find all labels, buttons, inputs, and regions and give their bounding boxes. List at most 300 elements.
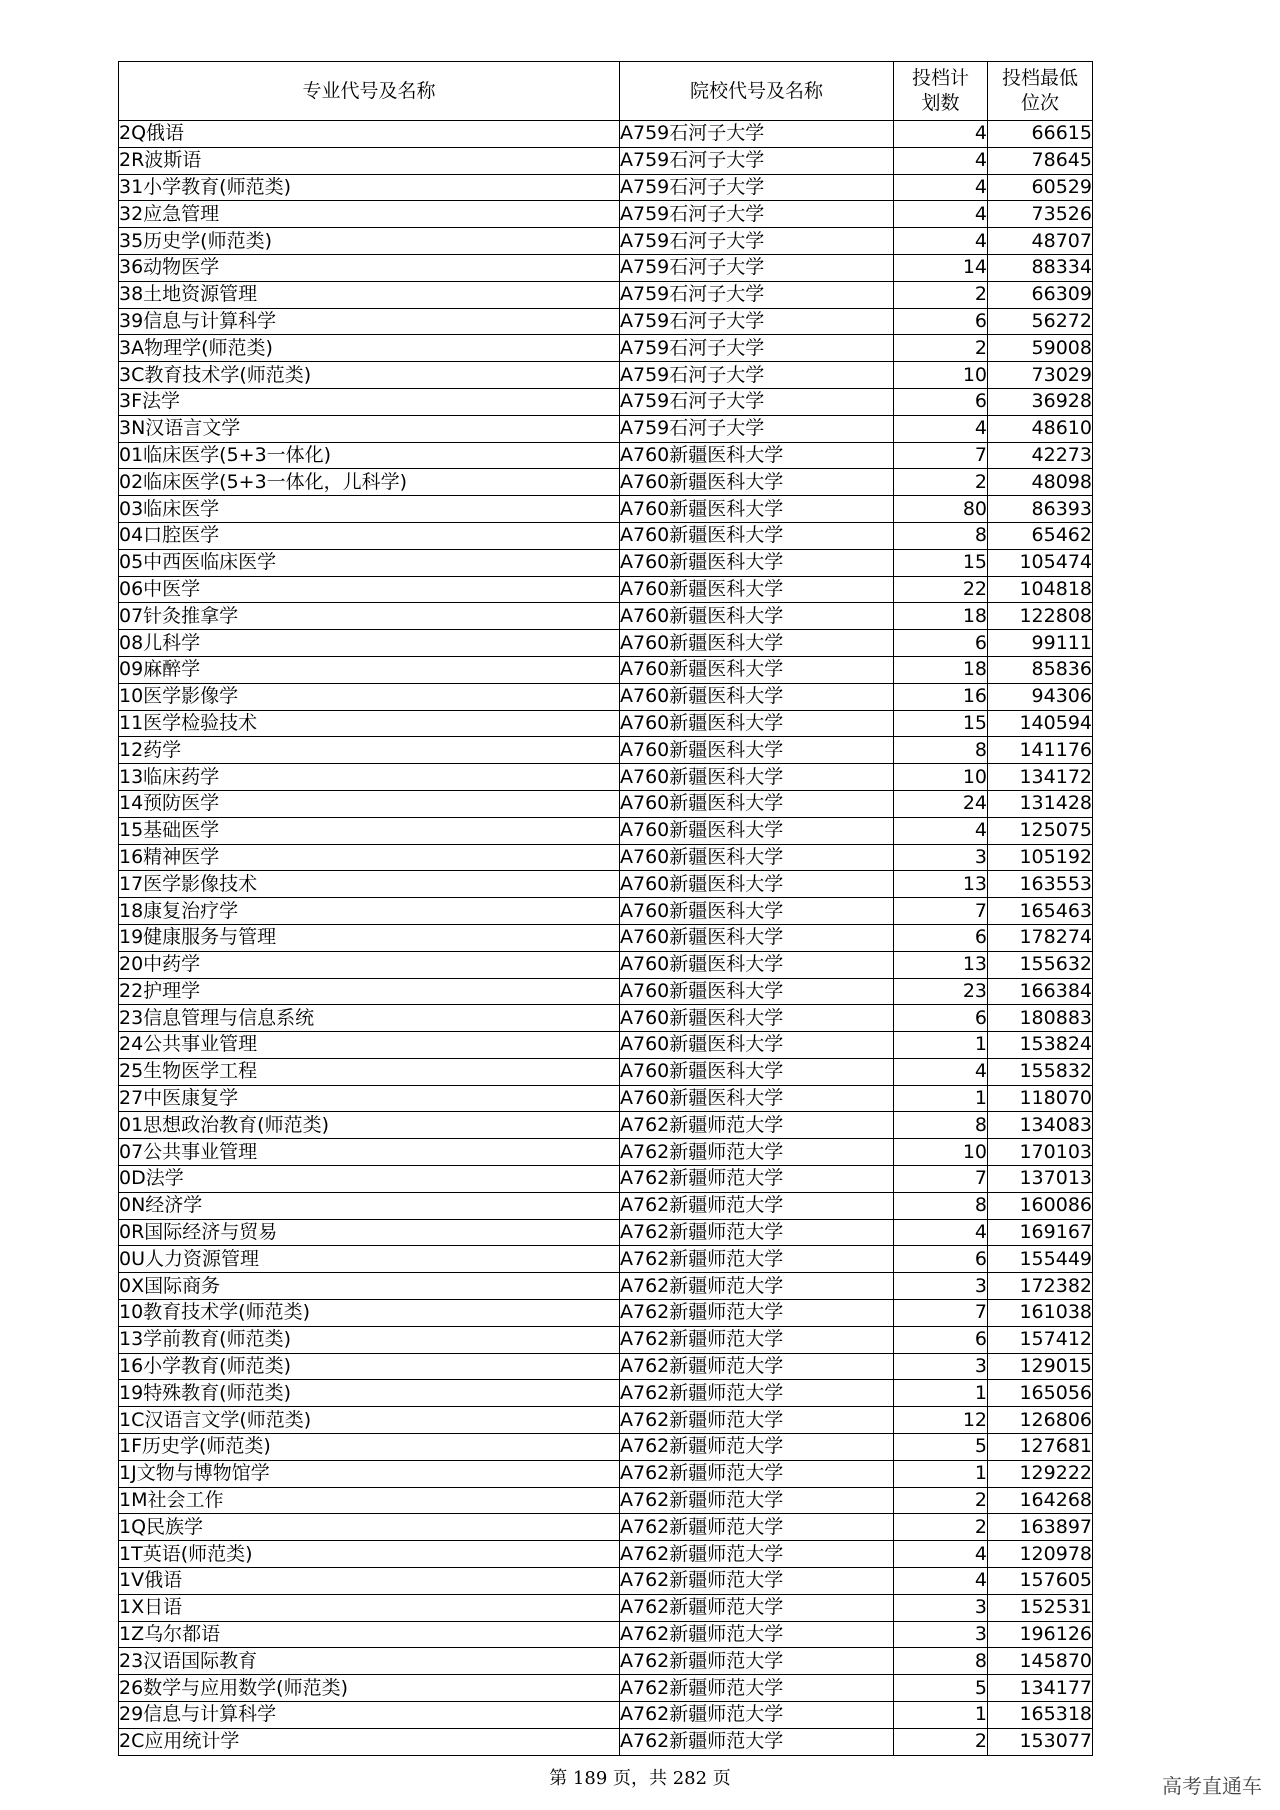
cell-school: A760新疆医科大学 [620,1085,894,1112]
cell-major: 04口腔医学 [119,522,620,549]
table-row [119,1487,1093,1514]
cell-plan: 10 [894,362,988,389]
cell-school: A762新疆师范大学 [620,1675,894,1702]
table-row [119,1300,1093,1327]
cell-rank: 137013 [988,1166,1093,1193]
cell-school: A762新疆师范大学 [620,1353,894,1380]
cell-plan: 13 [894,871,988,898]
cell-major: 1F历史学(师范类) [119,1434,620,1461]
table-row [119,147,1093,174]
cell-school: A759石河子大学 [620,254,894,281]
cell-school: A762新疆师范大学 [620,1487,894,1514]
cell-plan: 4 [894,415,988,442]
cell-school: A759石河子大学 [620,415,894,442]
table-row [119,228,1093,255]
table-row [119,790,1093,817]
cell-major: 1C汉语言文学(师范类) [119,1407,620,1434]
cell-school: A762新疆师范大学 [620,1568,894,1595]
cell-major: 01思想政治教育(师范类) [119,1112,620,1139]
table-row [119,522,1093,549]
cell-school: A760新疆医科大学 [620,710,894,737]
cell-school: A760新疆医科大学 [620,1058,894,1085]
cell-plan: 13 [894,951,988,978]
cell-school: A760新疆医科大学 [620,630,894,657]
cell-major: 20中药学 [119,951,620,978]
cell-school: A762新疆师范大学 [620,1434,894,1461]
cell-plan: 15 [894,549,988,576]
table-row [119,817,1093,844]
cell-major: 24公共事业管理 [119,1032,620,1059]
cell-school: A760新疆医科大学 [620,603,894,630]
cell-rank: 165318 [988,1702,1093,1729]
cell-school: A762新疆师范大学 [620,1166,894,1193]
cell-rank: 134177 [988,1675,1093,1702]
cell-rank: 118070 [988,1085,1093,1112]
cell-school: A762新疆师范大学 [620,1192,894,1219]
cell-rank: 105192 [988,844,1093,871]
table-row [119,871,1093,898]
cell-plan: 1 [894,1032,988,1059]
cell-major: 08儿科学 [119,630,620,657]
table-row [119,442,1093,469]
table-row [119,549,1093,576]
cell-major: 3C教育技术学(师范类) [119,362,620,389]
cell-school: A760新疆医科大学 [620,737,894,764]
cell-rank: 131428 [988,790,1093,817]
table-row [119,1192,1093,1219]
cell-plan: 4 [894,1568,988,1595]
cell-major: 29信息与计算科学 [119,1702,620,1729]
cell-major: 2Q俄语 [119,121,620,148]
table-row [119,1434,1093,1461]
table-row [119,951,1093,978]
cell-major: 26数学与应用数学(师范类) [119,1675,620,1702]
cell-major: 09麻醉学 [119,656,620,683]
table-row [119,1407,1093,1434]
cell-school: A760新疆医科大学 [620,1005,894,1032]
cell-school: A759石河子大学 [620,281,894,308]
cell-school: A759石河子大学 [620,201,894,228]
cell-school: A762新疆师范大学 [620,1112,894,1139]
cell-plan: 7 [894,1166,988,1193]
cell-major: 35历史学(师范类) [119,228,620,255]
cell-rank: 172382 [988,1273,1093,1300]
cell-plan: 2 [894,335,988,362]
cell-school: A759石河子大学 [620,147,894,174]
cell-major: 19健康服务与管理 [119,924,620,951]
table-row [119,388,1093,415]
admission-table [118,61,1093,1756]
cell-major: 1J文物与博物馆学 [119,1460,620,1487]
header-school: 院校代号及名称 [620,62,894,121]
table-row [119,1085,1093,1112]
cell-major: 19特殊教育(师范类) [119,1380,620,1407]
cell-school: A762新疆师范大学 [620,1139,894,1166]
cell-plan: 8 [894,1192,988,1219]
cell-rank: 157605 [988,1568,1093,1595]
cell-rank: 153077 [988,1728,1093,1755]
cell-major: 22护理学 [119,978,620,1005]
cell-school: A759石河子大学 [620,388,894,415]
table-row [119,710,1093,737]
cell-major: 27中医康复学 [119,1085,620,1112]
table-row [119,469,1093,496]
cell-rank: 73526 [988,201,1093,228]
cell-rank: 170103 [988,1139,1093,1166]
cell-plan: 24 [894,790,988,817]
table-row [119,1032,1093,1059]
cell-major: 11医学检验技术 [119,710,620,737]
cell-school: A760新疆医科大学 [620,549,894,576]
cell-rank: 36928 [988,388,1093,415]
table-row [119,764,1093,791]
cell-rank: 120978 [988,1541,1093,1568]
cell-plan: 14 [894,254,988,281]
cell-plan: 1 [894,1702,988,1729]
cell-school: A762新疆师范大学 [620,1594,894,1621]
cell-plan: 6 [894,924,988,951]
cell-plan: 2 [894,1514,988,1541]
cell-rank: 85836 [988,656,1093,683]
cell-school: A762新疆师范大学 [620,1326,894,1353]
cell-plan: 7 [894,1300,988,1327]
cell-rank: 163897 [988,1514,1093,1541]
table-row [119,1005,1093,1032]
table-row [119,1246,1093,1273]
cell-plan: 10 [894,764,988,791]
cell-school: A762新疆师范大学 [620,1514,894,1541]
cell-rank: 165056 [988,1380,1093,1407]
cell-rank: 48610 [988,415,1093,442]
cell-rank: 180883 [988,1005,1093,1032]
cell-rank: 140594 [988,710,1093,737]
cell-school: A760新疆医科大学 [620,924,894,951]
cell-major: 3A物理学(师范类) [119,335,620,362]
cell-plan: 15 [894,710,988,737]
table-row [119,1058,1093,1085]
table-row [119,1594,1093,1621]
cell-rank: 165463 [988,898,1093,925]
cell-major: 0R国际经济与贸易 [119,1219,620,1246]
cell-plan: 16 [894,683,988,710]
cell-plan: 7 [894,898,988,925]
cell-plan: 6 [894,388,988,415]
table-row [119,1273,1093,1300]
table-row [119,898,1093,925]
table-row [119,1702,1093,1729]
table-row [119,978,1093,1005]
cell-school: A760新疆医科大学 [620,871,894,898]
cell-school: A762新疆师范大学 [620,1702,894,1729]
cell-school: A762新疆师范大学 [620,1648,894,1675]
cell-school: A762新疆师范大学 [620,1407,894,1434]
cell-school: A760新疆医科大学 [620,496,894,523]
cell-rank: 134083 [988,1112,1093,1139]
cell-rank: 155832 [988,1058,1093,1085]
cell-major: 36动物医学 [119,254,620,281]
cell-major: 38土地资源管理 [119,281,620,308]
cell-major: 18康复治疗学 [119,898,620,925]
cell-school: A760新疆医科大学 [620,576,894,603]
table-row [119,1166,1093,1193]
cell-major: 1Q民族学 [119,1514,620,1541]
cell-rank: 56272 [988,308,1093,335]
cell-major: 07公共事业管理 [119,1139,620,1166]
cell-rank: 125075 [988,817,1093,844]
cell-school: A759石河子大学 [620,362,894,389]
table-row [119,335,1093,362]
cell-plan: 8 [894,737,988,764]
cell-major: 14预防医学 [119,790,620,817]
header-plan [894,62,988,121]
cell-major: 2R波斯语 [119,147,620,174]
header-major: 专业代号及名称 [119,62,620,121]
header-plan-text: 投档计划数 [911,67,969,114]
cell-school: A759石河子大学 [620,121,894,148]
cell-plan: 4 [894,1219,988,1246]
cell-rank: 122808 [988,603,1093,630]
cell-plan: 6 [894,630,988,657]
cell-plan: 2 [894,469,988,496]
table-row [119,1353,1093,1380]
cell-school: A760新疆医科大学 [620,817,894,844]
cell-major: 03临床医学 [119,496,620,523]
cell-plan: 18 [894,656,988,683]
cell-rank: 166384 [988,978,1093,1005]
table-row [119,1139,1093,1166]
table-row [119,201,1093,228]
table-row [119,308,1093,335]
cell-rank: 86393 [988,496,1093,523]
cell-rank: 73029 [988,362,1093,389]
cell-major: 1M社会工作 [119,1487,620,1514]
cell-plan: 1 [894,1380,988,1407]
cell-major: 15基础医学 [119,817,620,844]
cell-plan: 3 [894,1621,988,1648]
table-row [119,1219,1093,1246]
cell-major: 16精神医学 [119,844,620,871]
cell-rank: 169167 [988,1219,1093,1246]
cell-school: A762新疆师范大学 [620,1621,894,1648]
watermark-text: 高考直通车 [1162,1774,1262,1798]
table-row [119,844,1093,871]
cell-school: A760新疆医科大学 [620,656,894,683]
cell-plan: 10 [894,1139,988,1166]
cell-school: A762新疆师范大学 [620,1246,894,1273]
cell-rank: 155449 [988,1246,1093,1273]
cell-rank: 88334 [988,254,1093,281]
table-row [119,1541,1093,1568]
table-row [119,1728,1093,1755]
table-row [119,656,1093,683]
cell-rank: 94306 [988,683,1093,710]
cell-major: 13学前教育(师范类) [119,1326,620,1353]
cell-plan: 80 [894,496,988,523]
header-rank-text: 投档最低位次 [1001,67,1078,114]
cell-rank: 196126 [988,1621,1093,1648]
cell-rank: 129222 [988,1460,1093,1487]
table-row [119,1460,1093,1487]
cell-major: 16小学教育(师范类) [119,1353,620,1380]
table-row [119,1326,1093,1353]
cell-rank: 141176 [988,737,1093,764]
cell-major: 1X日语 [119,1594,620,1621]
cell-school: A760新疆医科大学 [620,1032,894,1059]
table-row [119,1514,1093,1541]
cell-school: A762新疆师范大学 [620,1541,894,1568]
cell-plan: 3 [894,1353,988,1380]
cell-school: A759石河子大学 [620,308,894,335]
cell-school: A760新疆医科大学 [620,469,894,496]
cell-major: 01临床医学(5+3一体化) [119,442,620,469]
cell-major: 31小学教育(师范类) [119,174,620,201]
cell-plan: 7 [894,442,988,469]
cell-rank: 59008 [988,335,1093,362]
cell-rank: 163553 [988,871,1093,898]
header-rank [988,62,1093,121]
cell-major: 1V俄语 [119,1568,620,1595]
cell-major: 0D法学 [119,1166,620,1193]
cell-plan: 4 [894,1058,988,1085]
cell-plan: 6 [894,1246,988,1273]
table-row [119,415,1093,442]
table-row [119,362,1093,389]
table-row [119,496,1093,523]
cell-rank: 155632 [988,951,1093,978]
cell-plan: 22 [894,576,988,603]
cell-major: 05中西医临床医学 [119,549,620,576]
cell-plan: 12 [894,1407,988,1434]
cell-major: 1T英语(师范类) [119,1541,620,1568]
table-row [119,683,1093,710]
cell-plan: 4 [894,1541,988,1568]
cell-plan: 4 [894,817,988,844]
cell-rank: 65462 [988,522,1093,549]
table-row [119,1568,1093,1595]
cell-school: A762新疆师范大学 [620,1300,894,1327]
cell-major: 39信息与计算科学 [119,308,620,335]
cell-major: 13临床药学 [119,764,620,791]
cell-rank: 66615 [988,121,1093,148]
cell-school: A760新疆医科大学 [620,978,894,1005]
cell-rank: 105474 [988,549,1093,576]
cell-school: A760新疆医科大学 [620,898,894,925]
cell-school: A760新疆医科大学 [620,844,894,871]
cell-major: 10医学影像学 [119,683,620,710]
cell-rank: 78645 [988,147,1093,174]
cell-school: A762新疆师范大学 [620,1273,894,1300]
cell-plan: 8 [894,522,988,549]
cell-plan: 2 [894,1487,988,1514]
cell-rank: 145870 [988,1648,1093,1675]
cell-plan: 8 [894,1112,988,1139]
cell-rank: 126806 [988,1407,1093,1434]
table-row [119,281,1093,308]
cell-rank: 129015 [988,1353,1093,1380]
cell-rank: 104818 [988,576,1093,603]
cell-major: 0X国际商务 [119,1273,620,1300]
cell-rank: 66309 [988,281,1093,308]
cell-major: 02临床医学(5+3一体化，儿科学) [119,469,620,496]
cell-major: 0N经济学 [119,1192,620,1219]
cell-rank: 152531 [988,1594,1093,1621]
cell-school: A759石河子大学 [620,174,894,201]
cell-school: A760新疆医科大学 [620,442,894,469]
cell-rank: 48098 [988,469,1093,496]
cell-plan: 1 [894,1460,988,1487]
cell-plan: 8 [894,1648,988,1675]
cell-plan: 6 [894,1005,988,1032]
cell-school: A760新疆医科大学 [620,951,894,978]
table-row [119,1648,1093,1675]
cell-plan: 23 [894,978,988,1005]
table-row [119,1380,1093,1407]
cell-major: 23信息管理与信息系统 [119,1005,620,1032]
table-row [119,1675,1093,1702]
cell-school: A759石河子大学 [620,335,894,362]
cell-plan: 6 [894,308,988,335]
cell-rank: 127681 [988,1434,1093,1461]
cell-rank: 99111 [988,630,1093,657]
cell-plan: 4 [894,121,988,148]
cell-plan: 4 [894,201,988,228]
cell-major: 2C应用统计学 [119,1728,620,1755]
cell-major: 25生物医学工程 [119,1058,620,1085]
cell-major: 17医学影像技术 [119,871,620,898]
cell-major: 06中医学 [119,576,620,603]
cell-major: 3N汉语言文学 [119,415,620,442]
cell-plan: 3 [894,1273,988,1300]
cell-school: A762新疆师范大学 [620,1219,894,1246]
table-row [119,924,1093,951]
header-row [119,62,1093,121]
cell-rank: 48707 [988,228,1093,255]
cell-plan: 1 [894,1085,988,1112]
cell-school: A759石河子大学 [620,228,894,255]
cell-school: A760新疆医科大学 [620,683,894,710]
cell-school: A762新疆师范大学 [620,1460,894,1487]
cell-plan: 4 [894,174,988,201]
cell-major: 12药学 [119,737,620,764]
cell-rank: 134172 [988,764,1093,791]
cell-plan: 5 [894,1675,988,1702]
cell-rank: 157412 [988,1326,1093,1353]
cell-school: A760新疆医科大学 [620,764,894,791]
cell-major: 10教育技术学(师范类) [119,1300,620,1327]
cell-rank: 164268 [988,1487,1093,1514]
cell-major: 0U人力资源管理 [119,1246,620,1273]
table-body [119,121,1093,1756]
cell-plan: 3 [894,1594,988,1621]
cell-major: 3F法学 [119,388,620,415]
cell-plan: 5 [894,1434,988,1461]
cell-plan: 18 [894,603,988,630]
cell-school: A760新疆医科大学 [620,522,894,549]
cell-rank: 178274 [988,924,1093,951]
cell-plan: 6 [894,1326,988,1353]
table-row [119,254,1093,281]
cell-rank: 60529 [988,174,1093,201]
table-row [119,174,1093,201]
table-row [119,576,1093,603]
table-row [119,121,1093,148]
cell-rank: 42273 [988,442,1093,469]
table-row [119,1621,1093,1648]
cell-rank: 161038 [988,1300,1093,1327]
cell-major: 23汉语国际教育 [119,1648,620,1675]
cell-major: 32应急管理 [119,201,620,228]
table-row [119,1112,1093,1139]
